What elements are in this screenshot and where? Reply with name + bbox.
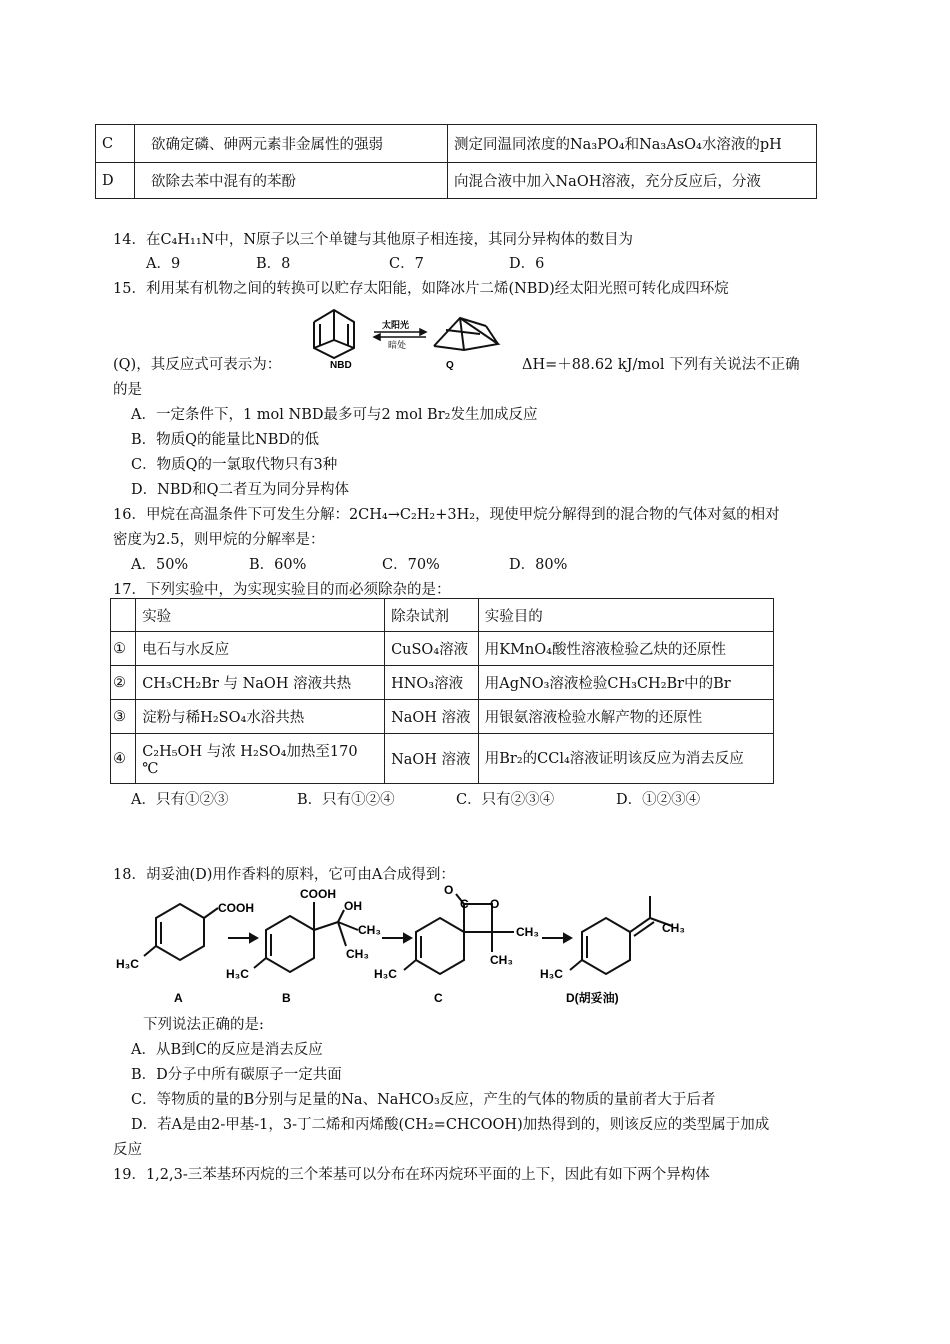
reaction-arrow	[382, 934, 411, 942]
option: D．①②③④	[616, 792, 701, 808]
top-table	[95, 124, 817, 199]
q18-option-a: A．从B到C的反应是消去反应	[131, 1042, 323, 1058]
label-a: A	[174, 991, 183, 1005]
row-purpose: 欲确定磷、砷两元素非金属性的强弱	[135, 125, 448, 163]
ch3-label: CH₃	[358, 923, 381, 937]
reaction-arrow	[228, 934, 257, 942]
c-atom-label: C	[460, 897, 469, 911]
cell: ④	[111, 734, 136, 784]
table-row	[96, 163, 817, 199]
cell: NaOH 溶液	[385, 700, 479, 734]
option: C．只有②③④	[456, 792, 555, 808]
q16-stem-line1: 16．甲烷在高温条件下可发生分解：2CH₄→C₂H₂+3H₂，现使甲烷分解得到的混合物的气体对氦的相对	[113, 507, 780, 523]
cell: NaOH 溶液	[385, 734, 479, 784]
cell: 用银氨溶液检验水解产物的还原性	[478, 700, 773, 734]
q18-option-d: D．若A是由2-甲基-1，3-丁二烯和丙烯酸(CH₂=CHCOOH)加热得到的，则该反应的类型属于加成	[131, 1117, 770, 1133]
q-structure	[434, 318, 498, 350]
cell: C₂H₅OH 与浓 H₂SO₄加热至170 ℃	[136, 734, 385, 784]
arrow-top-label: 太阳光	[382, 320, 410, 330]
h3c-label: H₃C	[540, 967, 563, 981]
q15-stem-line1: 15．利用某有机物之间的转换可以贮存太阳能，如降冰片二烯(NBD)经太阳光照可转化成四环烷	[113, 281, 729, 297]
col-header: 除杂试剂	[385, 599, 479, 632]
cell: CuSO₄溶液	[385, 632, 479, 666]
cell: 电石与水反应	[136, 632, 385, 666]
h3c-label: H₃C	[374, 967, 397, 981]
reversible-arrow	[374, 329, 426, 340]
row-purpose: 欲除去苯中混有的苯酚	[135, 163, 448, 199]
option: A．只有①②③	[131, 792, 229, 808]
q18-option-d-cont: 反应	[113, 1142, 142, 1158]
structure-b	[254, 902, 358, 972]
nbd-structure	[314, 310, 354, 358]
o-label: O	[444, 883, 454, 897]
cell: 用AgNO₃溶液检验CH₃CH₂Br中的Br	[478, 666, 773, 700]
table-row	[111, 666, 774, 700]
q18-option-c: C．等物质的量的B分别与足量的Na、NaHCO₃反应，产生的气体的物质的量前者大于后者	[131, 1092, 716, 1108]
q15-option-d: D．NBD和Q二者互为同分异构体	[131, 482, 349, 498]
table-row	[111, 734, 774, 784]
q15-option-a: A．一定条件下，1 mol NBD最多可与2 mol Br₂发生加成反应	[131, 407, 538, 423]
cell: ③	[111, 700, 136, 734]
option: A．9	[146, 256, 181, 272]
h3c-label: H₃C	[116, 957, 139, 971]
row-label: D	[96, 163, 135, 199]
option: B．8	[256, 256, 291, 272]
table-row	[111, 700, 774, 734]
q15-stem-line2-left: (Q)，其反应式可表示为：	[113, 357, 282, 373]
table-header-row	[111, 599, 774, 632]
nbd-to-q-scheme	[300, 300, 510, 372]
q16-stem-line2: 密度为2.5，则甲烷的分解率是：	[113, 532, 325, 548]
q15-option-b: B．物质Q的能量比NBD的低	[131, 432, 320, 448]
arrow-bottom-label: 暗处	[388, 340, 407, 350]
table-row	[111, 632, 774, 666]
col-header	[111, 599, 136, 632]
q16-options	[131, 553, 567, 574]
cell: ②	[111, 666, 136, 700]
q17-stem: 17．下列实验中，为实现实验目的而必须除杂的是：	[113, 582, 451, 598]
option: C．70%	[382, 557, 440, 573]
o-label: O	[490, 897, 500, 911]
label-b: B	[282, 991, 291, 1005]
option: D．80%	[509, 557, 568, 573]
label-c: C	[434, 991, 443, 1005]
q15-option-c: C．物质Q的一氯取代物只有3种	[131, 457, 338, 473]
col-header: 实验	[136, 599, 385, 632]
oh-label: OH	[344, 899, 362, 913]
option: B．只有①②④	[297, 792, 395, 808]
q17-options	[131, 788, 700, 809]
q18-lead: 下列说法正确的是:	[143, 1017, 264, 1033]
option: D．6	[509, 256, 545, 272]
cooh-label: COOH	[300, 887, 336, 901]
ch3-label: CH₃	[516, 925, 539, 939]
q14-stem: 14．在C₄H₁₁N中，N原子以三个单键与其他原子相连接，其同分异构体的数目为	[113, 232, 634, 248]
ch3-label: CH₃	[490, 953, 513, 967]
cell: 用KMnO₄酸性溶液检验乙炔的还原性	[478, 632, 773, 666]
q17-table	[110, 598, 774, 784]
row-label: C	[96, 125, 135, 163]
row-method: 向混合液中加入NaOH溶液，充分反应后，分液	[448, 163, 817, 199]
cell: 淀粉与稀H₂SO₄水浴共热	[136, 700, 385, 734]
q18-synthesis-scheme	[110, 882, 700, 1010]
nbd-label: NBD	[330, 360, 352, 371]
q15-stem-line3: 的是	[113, 382, 142, 398]
col-header: 实验目的	[478, 599, 773, 632]
table-row	[96, 125, 817, 163]
cell: ①	[111, 632, 136, 666]
q14-options	[146, 252, 544, 273]
ch3-label: CH₃	[346, 947, 369, 961]
cell: HNO₃溶液	[385, 666, 479, 700]
q-label: Q	[446, 360, 454, 371]
row-method: 测定同温同浓度的Na₃PO₄和Na₃AsO₄水溶液的pH	[448, 125, 817, 163]
cell: 用Br₂的CCl₄溶液证明该反应为消去反应	[478, 734, 773, 784]
reaction-arrow	[542, 934, 571, 942]
cell: CH₃CH₂Br 与 NaOH 溶液共热	[136, 666, 385, 700]
label-d: D(胡妥油)	[566, 991, 619, 1005]
structure-a	[144, 904, 218, 960]
q18-option-b: B．D分子中所有碳原子一定共面	[131, 1067, 342, 1083]
q19-stem: 19．1,2,3-三苯基环丙烷的三个苯基可以分布在环丙烷环平面的上下，因此有如下两个异构体	[113, 1167, 710, 1183]
option: C．7	[389, 256, 424, 272]
option: A．50%	[131, 557, 189, 573]
structure-d	[570, 896, 672, 974]
cooh-label: COOH	[218, 901, 254, 915]
q18-stem: 18．胡妥油(D)用作香料的原料，它可由A合成得到：	[113, 867, 455, 883]
q15-stem-line2-right: ΔH=＋88.62 kJ/mol 下列有关说法不正确	[522, 357, 800, 373]
ch3-label: CH₃	[662, 921, 685, 935]
option: B．60%	[249, 557, 307, 573]
h3c-label: H₃C	[226, 967, 249, 981]
